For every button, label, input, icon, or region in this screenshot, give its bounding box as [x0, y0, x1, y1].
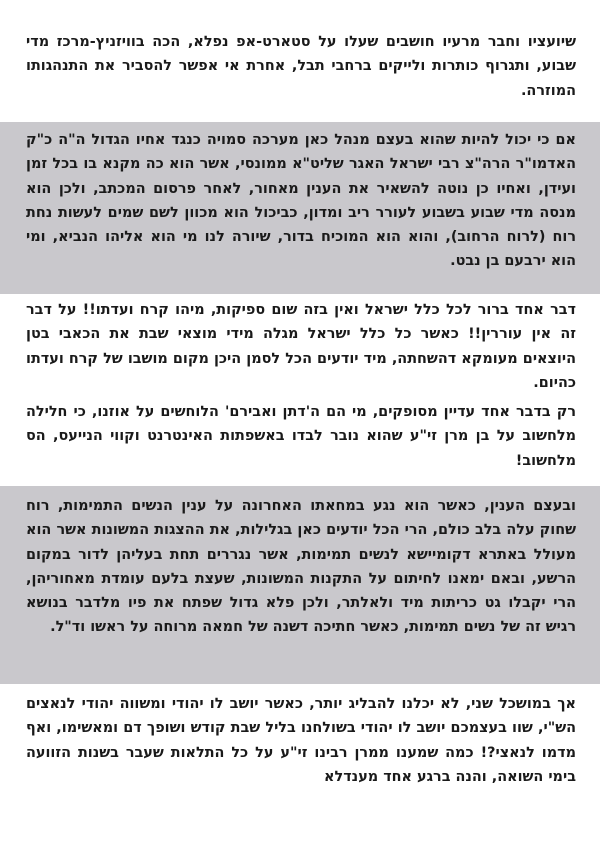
paragraph-5-shaded: ובעצם הענין, כאשר הוא נגע במחאתו האחרונה על ענין הנשים התמימות, רוח שחוק עלה בלב כולם, הרי הכל יודעים כאן בגלילות, את ההצגות המשונות אשר הוא מעולל באתרא דקומיישא לנשים תמימות, אשר נגררים תחת בעליהן לדור במקום הרשע, ובאם ימאנו לחיתום על התקנות המשונות, שעצת בלעם עומדת מאחוריהן, הרי יקבלו גט כריתות מיד ולאלתר, ולכן פלא גדול שפתח את פיו מלדבר בנושא רגיש זה של נשים תמימות, כאשר חתיכה דשנה של חמאה מרוחה על ראשו וד"ל.: [0, 486, 600, 684]
paragraph-6: אך במושכל שני, לא יכלנו להבליג יותר, כאשר יושב לו יהודי ומשווה יהודי לנאצים הש"י, שוו בעצמכם יושב לו יהודי בשולחנו בליל שבת קודש ושופך דם ומאשימו, ואף מדמו לנאצי?! כמה שמענו ממרן רבינו זי"ע על כל התלאות שעבר בשנות הזוועה בימי השואה, והנה ברגע אחד מענדלא: [26, 696, 576, 785]
paragraph-4: רק בדבר אחד עדיין מסופקים, מי הם ה'דתן ואבירם' הלוחשים על אוזנו, כי חלילה מלחשוב על בן מרן זי"ע שהוא נובר לבדו באשפתות האינטרנט וקווי הנייעס, הס מלחשוב!: [26, 404, 576, 469]
paragraph-1: שיועציו וחבר מרעיו חושבים שעלו על סטארט-אפ נפלא, הכה בוויזניץ-מרכז מדי שבוע, ותגרוף כותרות ולייקים ברחבי תבל, אחרת אי אפשר להסביר את התנהגותו המוזרה.: [26, 34, 576, 99]
paragraph-3: דבר אחד ברור לכל כלל ישראל ואין בזה שום ספיקות, מיהו קרח ועדתו!! על דבר זה אין עוררין!! כאשר כל כלל ישראל מגלה מידי מוצאי שבת את הכאבי בטן היוצאים מעומקא דהשחתה, מיד יודעים הכל לסמן היכן מקום מושבו של קרח ועדתו כהיום.: [26, 302, 576, 390]
paragraph-2-shaded: אם כי יכול להיות שהוא בעצם מנהל כאן מערכה סמויה כנגד אחיו הגדול ה"ה כ"ק האדמו"ר הרה"צ רבי ישראל האגר שליט"א ממונסי, אשר הוא כה מקנא בו בכל זמן ועידן, ואחיו כן נוטה להשאיר את הענין מאחור, לאחר פרסום המכתב, ולכן הוא מנסה מדי שבוע בשבוע לעורר ריב ומדון, כביכול הוא מכוון לשם שמים לעשות נחת רוח (לרוח הרחוב), והוא הוא המוכיח בדור, שיורה לנו מי הוא אליהו הנביא, ומי הוא ירבעם בן נבט.: [0, 122, 600, 294]
